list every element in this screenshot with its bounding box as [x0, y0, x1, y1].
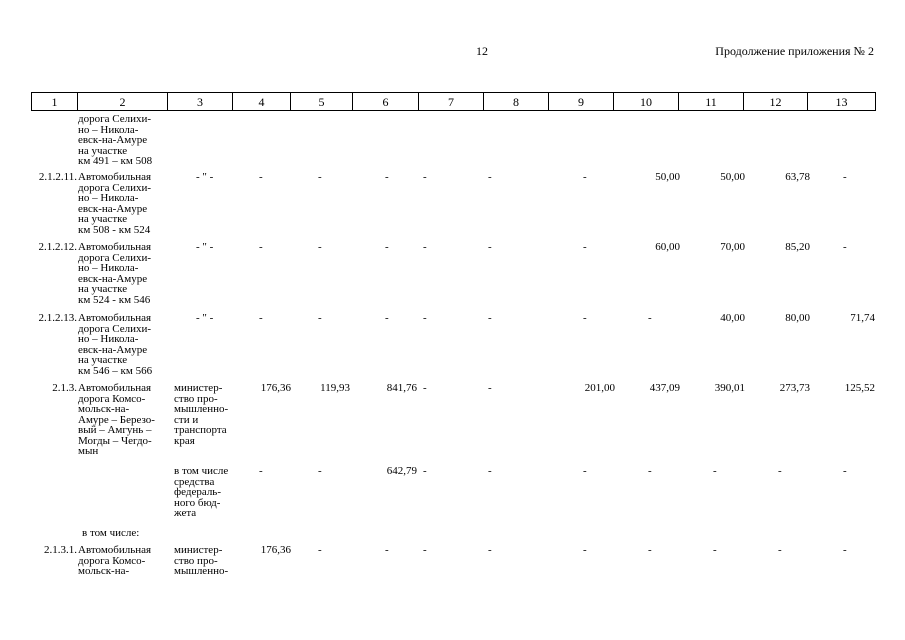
value-cell: -: [488, 544, 492, 556]
header-col-4: 4: [233, 93, 291, 111]
row-executor: - " -: [196, 312, 214, 324]
value-cell: -: [648, 465, 652, 477]
header-col-12: 12: [744, 93, 808, 111]
value-cell: -: [259, 171, 263, 183]
value-cell: -: [488, 312, 492, 324]
value-cell: 60,00: [655, 241, 680, 253]
value-cell: -: [423, 544, 427, 556]
value-cell: 390,01: [714, 382, 745, 394]
value-cell: -: [488, 171, 492, 183]
header-col-3: 3: [168, 93, 233, 111]
value-cell: -: [713, 544, 717, 556]
row-name: дорога Селихи- но – Никола- евск-на-Амуре на участке км 491 – км 508: [78, 113, 153, 167]
row-name: Автомобильная дорога Селихи- но – Никола- евск-на-Амуре на участке км 524 - км 546: [78, 241, 152, 306]
value-cell: -: [713, 465, 717, 477]
value-cell: -: [423, 171, 427, 183]
value-cell: -: [259, 312, 263, 324]
value-cell: 176,36: [260, 382, 291, 394]
value-cell: -: [583, 171, 587, 183]
header-col-6: 6: [353, 93, 419, 111]
value-cell: -: [259, 241, 263, 253]
value-cell: 40,00: [720, 312, 745, 324]
value-cell: -: [843, 544, 847, 556]
value-cell: -: [385, 241, 389, 253]
appendix-label: Продолжение приложения № 2: [715, 44, 874, 58]
value-cell: 70,00: [720, 241, 745, 253]
value-cell: 50,00: [655, 171, 680, 183]
row-number: 2.1.2.13.: [38, 312, 77, 324]
header-col-2: 2: [78, 93, 168, 111]
row-number: 2.1.2.11.: [38, 171, 77, 183]
value-cell: 176,36: [260, 544, 291, 556]
row-name: Автомобильная дорога Комсо- мольск-на- Амуре – Березо- вый – Амгунь – Могды – Чегдо- мын: [78, 382, 155, 457]
value-cell: -: [385, 171, 389, 183]
value-cell: -: [583, 465, 587, 477]
subheading: в том числе:: [82, 527, 140, 539]
row-number: 2.1.3.1.: [44, 544, 77, 556]
value-cell: 85,20: [785, 241, 810, 253]
value-cell: 80,00: [785, 312, 810, 324]
value-cell: -: [259, 465, 263, 477]
value-cell: -: [385, 312, 389, 324]
value-cell: -: [583, 241, 587, 253]
value-cell: -: [318, 544, 322, 556]
row-name: Автомобильная дорога Селихи- но – Никола- евск-на-Амуре на участке км 508 - км 524: [78, 171, 152, 236]
value-cell: -: [843, 171, 847, 183]
header-col-13: 13: [808, 93, 876, 111]
table-header: [31, 92, 876, 111]
value-cell: 125,52: [844, 382, 875, 394]
value-cell: 63,78: [785, 171, 810, 183]
row-executor: министер- ство про- мышленно-: [174, 544, 229, 577]
value-cell: -: [648, 312, 652, 324]
value-cell: -: [318, 241, 322, 253]
row-name: Автомобильная дорога Селихи- но – Никола- евск-на-Амуре на участке км 546 – км 566: [78, 312, 153, 377]
header-col-9: 9: [549, 93, 614, 111]
value-cell: -: [423, 382, 427, 394]
header-col-10: 10: [614, 93, 679, 111]
value-cell: -: [778, 544, 782, 556]
header-col-1: 1: [32, 93, 78, 111]
row-executor: в том числе средства федераль- ного бюд- жета: [174, 465, 229, 519]
value-cell: -: [778, 465, 782, 477]
value-cell: 841,76: [386, 382, 417, 394]
value-cell: 642,79: [386, 465, 417, 477]
value-cell: -: [318, 312, 322, 324]
value-cell: -: [648, 544, 652, 556]
value-cell: 119,93: [320, 382, 350, 394]
value-cell: -: [385, 544, 389, 556]
header-col-7: 7: [419, 93, 484, 111]
value-cell: -: [318, 465, 322, 477]
value-cell: -: [423, 465, 427, 477]
value-cell: -: [423, 241, 427, 253]
value-cell: -: [583, 544, 587, 556]
row-number: 2.1.3.: [52, 382, 77, 394]
value-cell: -: [488, 241, 492, 253]
row-executor: - " -: [196, 241, 214, 253]
value-cell: -: [318, 171, 322, 183]
value-cell: 273,73: [779, 382, 810, 394]
value-cell: -: [843, 241, 847, 253]
value-cell: -: [583, 312, 587, 324]
value-cell: 437,09: [649, 382, 680, 394]
row-name: Автомобильная дорога Комсо- мольск-на-: [78, 544, 152, 577]
row-number: 2.1.2.12.: [38, 241, 77, 253]
header-col-5: 5: [291, 93, 353, 111]
header-col-8: 8: [484, 93, 549, 111]
value-cell: -: [843, 465, 847, 477]
page-number: 12: [476, 44, 488, 58]
value-cell: -: [423, 312, 427, 324]
row-executor: - " -: [196, 171, 214, 183]
value-cell: -: [488, 465, 492, 477]
value-cell: 201,00: [584, 382, 615, 394]
value-cell: 50,00: [720, 171, 745, 183]
value-cell: -: [488, 382, 492, 394]
row-executor: министер- ство про- мышленно- сти и транспорта края: [174, 382, 229, 447]
value-cell: 71,74: [850, 312, 875, 324]
header-col-11: 11: [679, 93, 744, 111]
